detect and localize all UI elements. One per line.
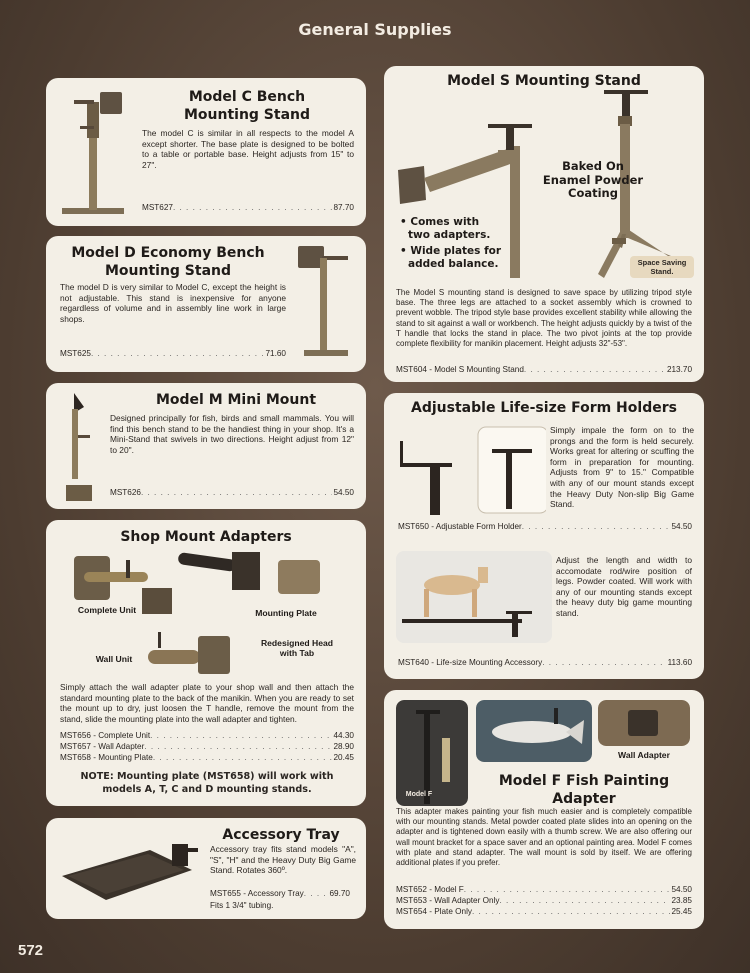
model-d-description: The model D is very similar to Model C, except the height is not adjustable. This stand is inexpensive for anyone regardless of volume and in assembly line work in large shops. bbox=[60, 282, 286, 324]
lifesize-accessory-price-row: MST640 - Life-size Mounting Accessory . . . 113.60 bbox=[398, 657, 692, 668]
model-d-item-label: MST625 bbox=[60, 349, 91, 358]
model-m-item-price: 54.50 bbox=[333, 488, 354, 497]
form-holder-image bbox=[396, 423, 546, 517]
model-c-title-line2: Mounting Stand bbox=[183, 107, 311, 123]
shop-mount-price-list bbox=[60, 730, 354, 764]
space-saving-badge: Space Saving Stand. bbox=[630, 256, 694, 278]
accessory-tray-fits: Fits 1 3/4" tubing. bbox=[210, 901, 274, 910]
card-shop-mount-adapters bbox=[46, 520, 366, 806]
card-model-m bbox=[46, 383, 366, 509]
card-model-s bbox=[384, 66, 704, 382]
model-c-stand-image bbox=[56, 86, 136, 218]
price-row: MST656 - Complete Unit . . . 44.30 bbox=[60, 730, 354, 741]
model-f-title: Model F Fish Painting Adapter bbox=[498, 773, 670, 807]
page-number: 572 bbox=[18, 942, 44, 959]
model-s-description: The Model S mounting stand is designed to save space by utilizing tripod style base. The three legs are attached to a socket assembly which is crowned to prevent wobble. The tripod style base provides excellent stability while allowing the stand to sit against a wall or workbench. The height adjusts quickly by a twist of the T handle that locks the stand in place. The two pivot joints at the top provide complete flexibility for manikin placement. Height adjusts 32"-53". bbox=[396, 288, 692, 349]
model-m-item-label: MST626 bbox=[110, 488, 141, 497]
form-holders-description-1: Simply impale the form on to the prongs and the form is held securely. Works great for altering or scuffing the form in preparation for mounting. Adjusts from 9" to 15." Compatible with any of our mount stands except the Heavy Duty Non-slip Big Game Stand. bbox=[550, 425, 694, 510]
price-row: MST653 - Wall Adapter Only . . . 23.85 bbox=[396, 895, 692, 906]
model-m-description: Designed principally for fish, birds and small mammals. You will find this bench stand to be the handiest thing in your shop. It's a Mini-Stand that swivels in two directions. Height adjust from 12" to 20". bbox=[110, 413, 354, 455]
model-c-item-price: 87.70 bbox=[333, 203, 354, 212]
model-m-price-row bbox=[110, 487, 354, 498]
model-f-photo-label: Model F bbox=[405, 791, 433, 798]
form-holders-description-2: Adjust the length and width to accomodate rod/wire position of legs. Powder coated. Will work with any of our mounting stands except the heavy duty big game mounting stand. bbox=[556, 555, 692, 618]
model-d-title-line1: Model D Economy Bench bbox=[71, 245, 265, 261]
model-d-title bbox=[58, 244, 278, 280]
accessory-tray-image bbox=[54, 836, 204, 908]
shop-mount-description: Simply attach the wall adapter plate to your shop wall and then attach the standard mounting plate to the back of the manikin. When you are ready to set the mount up to dry, just loosen the T handle, remove the mount from the stand, slide the mounting plate into the wall adapter and tighten. bbox=[60, 682, 354, 724]
model-d-stand-image bbox=[286, 242, 362, 366]
card-model-f bbox=[384, 690, 704, 929]
accessory-tray-title: Accessory Tray bbox=[222, 827, 340, 843]
cap-wall-unit: Wall Unit bbox=[95, 654, 133, 664]
model-m-stand-image bbox=[58, 389, 110, 505]
card-form-holders bbox=[384, 393, 704, 679]
model-d-item-price: 71.60 bbox=[265, 349, 286, 358]
model-m-title: Model M Mini Mount bbox=[155, 392, 317, 408]
card-model-c bbox=[46, 78, 366, 226]
cap-head-line2: with Tab bbox=[279, 648, 315, 658]
form-holders-title: Adjustable Life-size Form Holders bbox=[411, 400, 677, 416]
model-d-title-line2: Mounting Stand bbox=[104, 263, 232, 279]
cap-redesigned-head bbox=[252, 638, 342, 658]
model-s-bullets: • Comes with two adapters. • Wide plates for added balance. bbox=[400, 216, 502, 270]
shop-mount-title: Shop Mount Adapters bbox=[120, 529, 292, 545]
accessory-tray-price-row: MST655 - Accessory Tray . . . 69.70 bbox=[210, 888, 350, 899]
wall-adapter-image bbox=[598, 700, 690, 746]
cap-mounting-plate: Mounting Plate bbox=[255, 608, 317, 618]
page-header: General Supplies bbox=[298, 20, 452, 39]
model-c-title bbox=[142, 88, 352, 124]
model-f-description: This adapter makes painting your fish much easier and is completely compatible with our mounting stands. Metal powder coated plate slides into an opening on the adapter and is tightened down easily with a thumb screw. We are also offering our wall mount bracket for a space saver and an optional painting area. Model F comes with plate and stand adapter. The wall mount is sold by itself. We are offering additional plates if you prefer. bbox=[396, 807, 692, 868]
wall-adapter-caption: Wall Adapter bbox=[618, 750, 670, 760]
card-accessory-tray bbox=[46, 818, 366, 919]
model-c-description: The model C is similar in all respects to the model A except shorter. The base plate is designed to be bolted to a table or portable base. Height adjusts from 15" to 27". bbox=[142, 128, 354, 170]
model-s-title: Model S Mounting Stand bbox=[447, 73, 641, 89]
model-c-price-row bbox=[142, 202, 354, 213]
fish-image bbox=[476, 700, 592, 762]
model-c-title-line1: Model C Bench bbox=[188, 89, 306, 105]
price-row: MST657 - Wall Adapter . . . 28.90 bbox=[60, 741, 354, 752]
price-row: MST652 - Model F . . . 54.50 bbox=[396, 884, 692, 895]
lifesize-accessory-image bbox=[396, 551, 552, 643]
shop-mount-note: NOTE: Mounting plate (MST658) will work with models A, T, C and D mounting stands. bbox=[80, 771, 334, 795]
model-d-price-row bbox=[60, 348, 286, 359]
cap-complete-unit: Complete Unit bbox=[77, 605, 137, 615]
accessory-tray-description: Accessory tray fits stand models "A", "S", "H" and the Heavy Duty Big Game Stand. Rotates 360º. bbox=[210, 844, 356, 876]
model-s-price-row: MST604 - Model S Mounting Stand . . . 213.70 bbox=[396, 364, 692, 375]
price-row: MST654 - Plate Only . . . 25.45 bbox=[396, 906, 692, 917]
card-model-d bbox=[46, 236, 366, 372]
cap-head-line1: Redesigned Head bbox=[260, 638, 334, 648]
form-holder-price-row: MST650 - Adjustable Form Holder . . . 54.50 bbox=[398, 521, 692, 532]
price-row: MST658 - Mounting Plate . . . 20.45 bbox=[60, 752, 354, 763]
model-c-item-label: MST627 bbox=[142, 203, 173, 212]
model-f-price-list bbox=[396, 884, 692, 918]
model-s-callout: Baked On Enamel Powder Coating bbox=[542, 159, 644, 200]
